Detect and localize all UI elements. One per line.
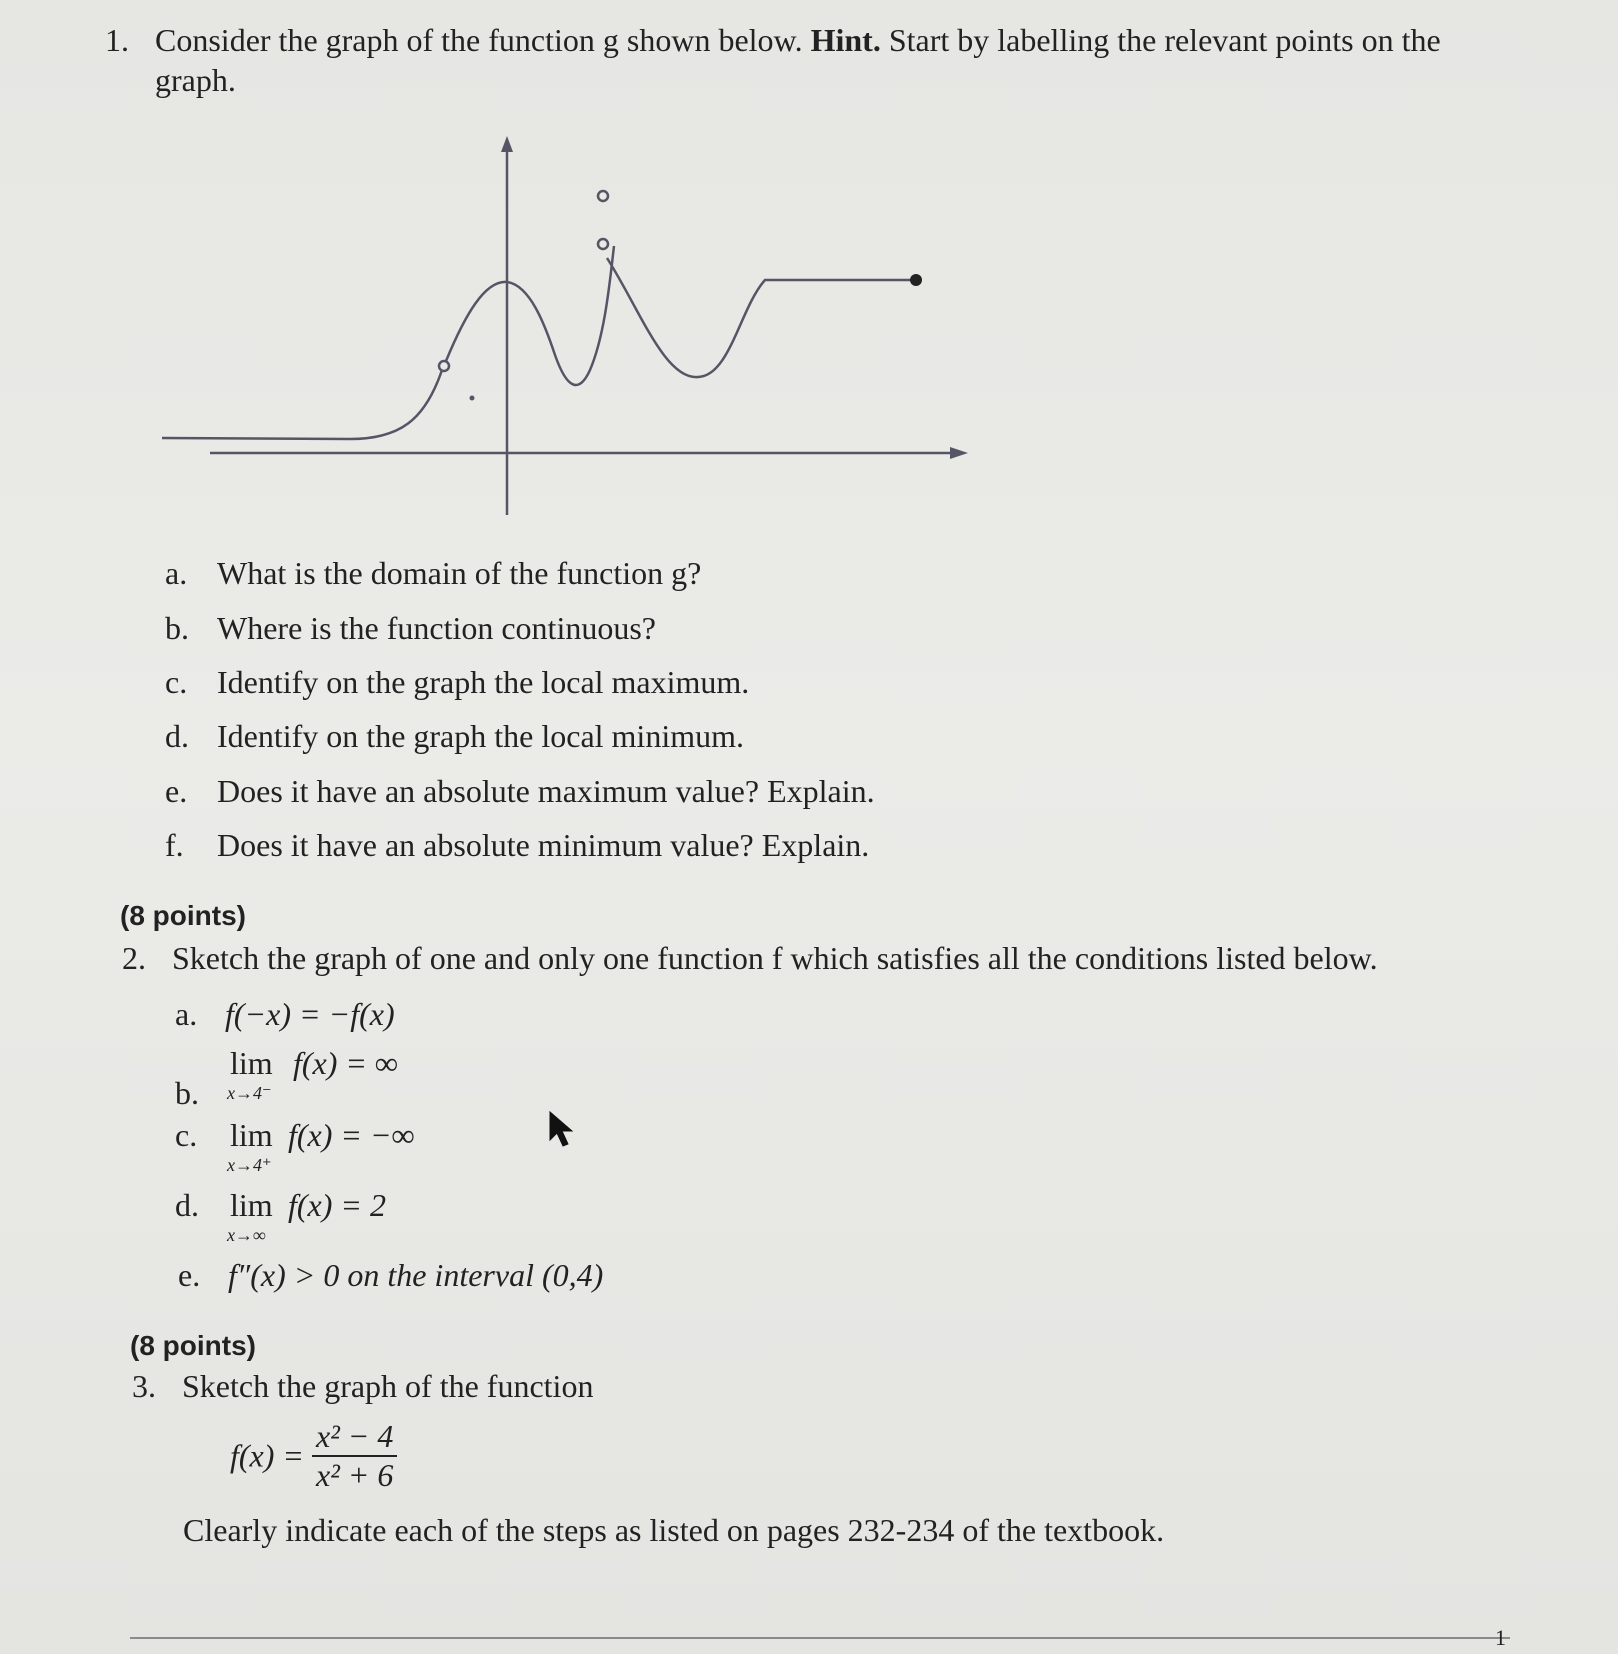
q1-hint-label: Hint. [810,22,881,58]
q2-part-c-sub: x→4⁺ [227,1155,272,1175]
q2-part-c-label: c. [175,1117,198,1153]
isolated-point [470,396,475,401]
q1-part-c-label: c. [165,664,188,700]
q1-part-f-label: f. [165,827,184,863]
q1-part-f-text: Does it have an absolute minimum value? Explain. [217,827,870,863]
q1-part-a [165,555,701,592]
q3-denominator: x² + 6 [316,1457,394,1493]
q1-text-line1 [155,22,1441,59]
q1-intro: Consider the graph of the function g shown below. [155,22,803,58]
curve-right-valley [607,258,915,377]
mouse-pointer-icon [548,1110,578,1150]
q1-part-b-text: Where is the function continuous? [217,610,656,646]
q1-part-b [165,610,656,647]
q1-part-a-text: What is the domain of the function g? [217,555,702,591]
q1-part-e-text: Does it have an absolute maximum value? Explain. [217,773,875,809]
q2-part-b-sub: x→4⁻ [227,1083,272,1103]
q3-instruction: Clearly indicate each of the steps as listed on pages 232-234 of the textbook. [183,1512,1165,1548]
y-axis-arrow [501,136,513,152]
q2-part-e [178,1257,603,1294]
q2-part-b-lim: lim [230,1045,273,1081]
curve-left-tail [162,370,442,439]
q2-part-e-expr: f″(x) > 0 on the interval (0,4) [228,1257,604,1293]
q1-text-line2: graph. [155,62,236,98]
q2-points: (8 points) [120,900,246,931]
q1-part-f [165,827,869,864]
x-axis-arrow [950,447,968,459]
q2-part-a [175,996,395,1033]
q1-part-c-text: Identify on the graph the local maximum. [217,664,750,700]
q2-part-b-label: b. [175,1075,199,1111]
q3-number: 3. [132,1368,156,1404]
q2-text: Sketch the graph of one and only one function f which satisfies all the conditions listed below. [172,940,1378,976]
q3-text: Sketch the graph of the function [182,1368,594,1404]
q1-part-d-text: Identify on the graph the local minimum. [217,718,744,754]
q3-fraction [312,1418,397,1494]
q1-hint-text: Start by labelling the relevant points on the [888,22,1441,58]
open-hole-left [439,361,449,371]
q1-part-a-label: a. [165,555,188,591]
q2-number: 2. [122,940,146,976]
q1-part-e [165,773,875,810]
q2-part-e-label: e. [178,1257,201,1293]
page-number: 1 [1495,1625,1506,1650]
q1-part-b-label: b. [165,610,189,646]
q1-part-d [165,718,744,755]
function-g-graph [150,130,980,520]
q1-part-e-label: e. [165,773,188,809]
q2-part-c-lim: lim [230,1117,273,1153]
q2-part-d-lim: lim [230,1187,273,1223]
q3-formula [230,1418,397,1494]
q2-part-a-label: a. [175,996,198,1032]
q2-part-c-expr: f(x) = −∞ [288,1117,415,1153]
open-hole-lower [598,239,608,249]
closed-endpoint [910,274,922,286]
q3-points: (8 points) [130,1330,256,1361]
q3-formula-lhs: f(x) = [230,1437,304,1474]
q1-part-d-label: d. [165,718,189,754]
q3-numerator: x² − 4 [312,1418,397,1457]
footer-rule [130,1637,1510,1639]
q2-part-d-expr: f(x) = 2 [288,1187,386,1223]
curve-hump-and-valley [446,246,614,385]
q1-number: 1. [105,22,129,58]
q2-part-a-expr: f(−x) = −f(x) [225,996,395,1032]
q2-part-d-label: d. [175,1187,199,1223]
q2-part-d-sub: x→∞ [227,1225,266,1245]
open-hole-upper [598,191,608,201]
q1-part-c [165,664,749,701]
q2-part-b-expr: f(x) = ∞ [293,1045,398,1081]
